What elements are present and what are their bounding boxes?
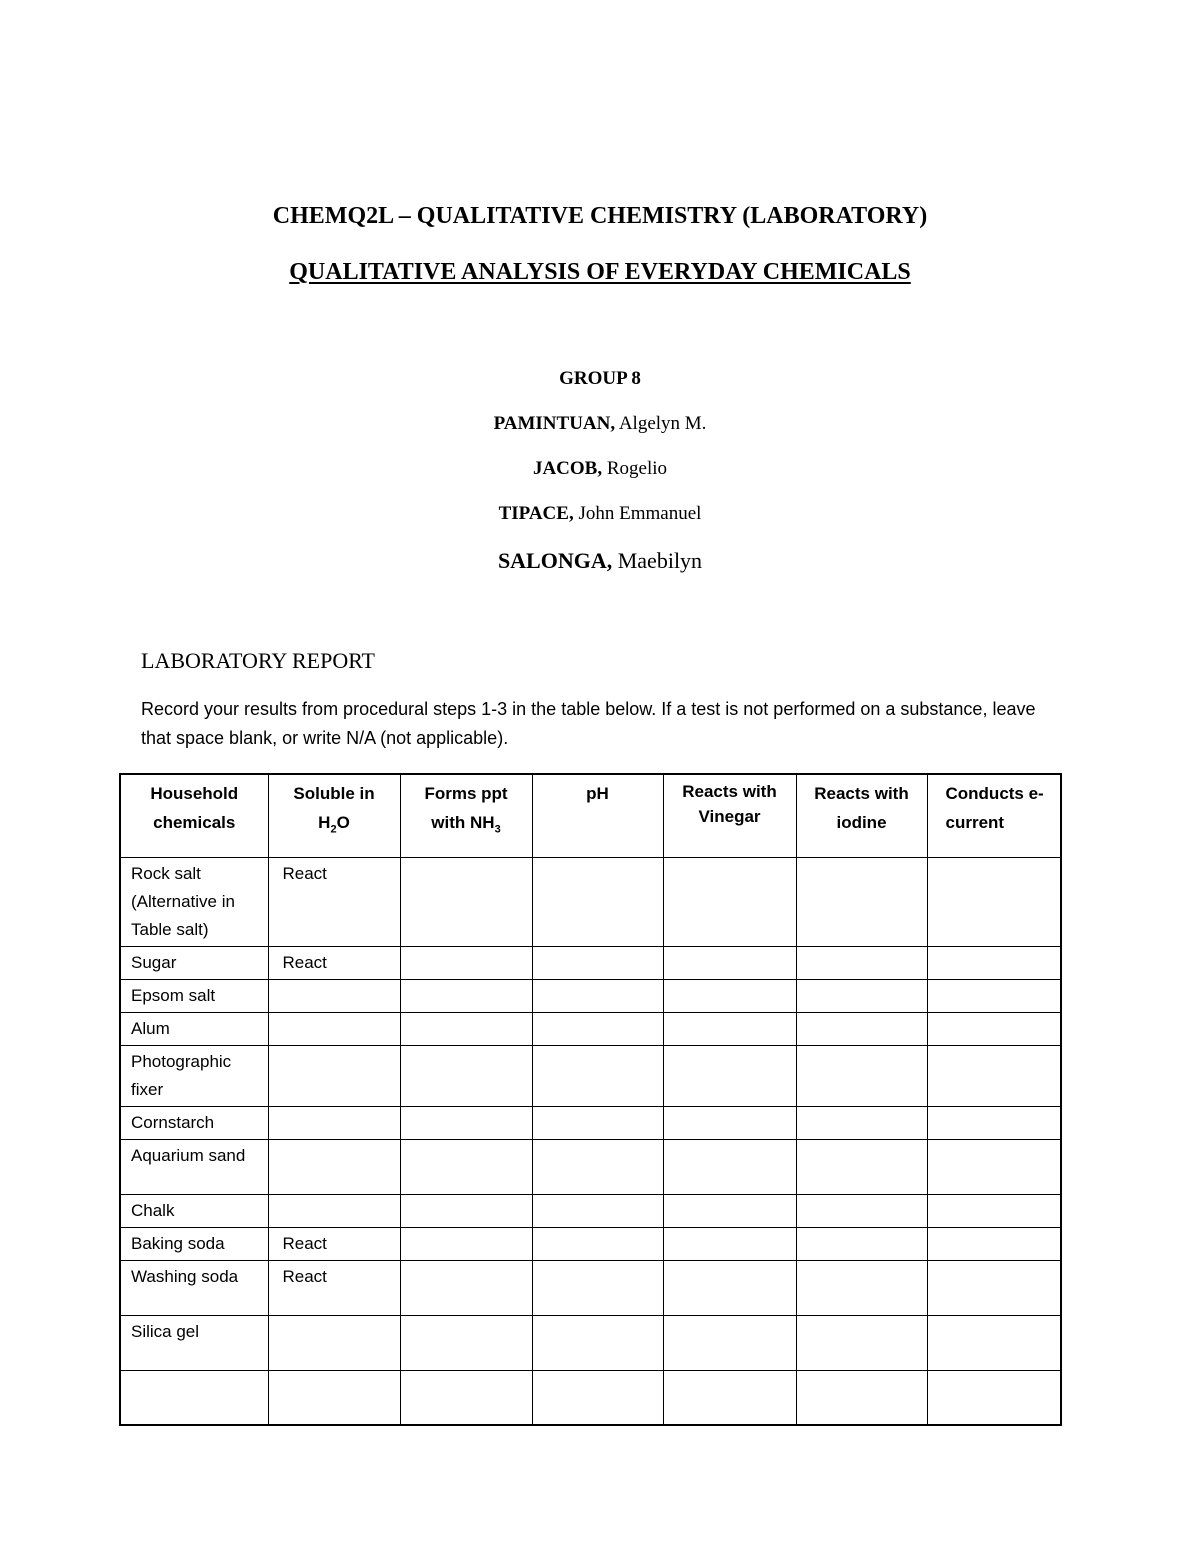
conducts-cell [927,1315,1061,1370]
results-table-body [120,857,1061,1425]
iodine-cell [796,946,927,979]
ph-cell [532,857,663,946]
header-ppt-prefix: Forms ppt with NH [424,784,508,832]
ph-cell [532,1370,663,1425]
chemical-cell: Rock salt (Alternative in Table salt) [120,857,268,946]
iodine-cell [796,857,927,946]
ppt-cell [400,1315,532,1370]
conducts-cell [927,1370,1061,1425]
conducts-cell [927,1012,1061,1045]
soluble-cell [268,1012,400,1045]
header-soluble-o: O [336,813,350,832]
iodine-cell [796,1012,927,1045]
iodine-cell [796,1260,927,1315]
conducts-cell [927,1260,1061,1315]
ppt-cell [400,1194,532,1227]
soluble-cell: React [268,1227,400,1260]
member-given-name: Algelyn M. [615,413,707,434]
ph-cell [532,1260,663,1315]
ph-cell [532,979,663,1012]
table-row [120,946,1061,979]
header-soluble-in-water [268,774,400,857]
header-soluble-prefix: Soluble in [293,784,375,803]
vinegar-cell [663,979,796,1012]
member-1 [0,411,1200,437]
soluble-cell: React [268,857,400,946]
table-header-row [120,774,1061,857]
conducts-cell [927,979,1061,1012]
ppt-cell [400,1139,532,1194]
iodine-cell [796,1106,927,1139]
iodine-cell [796,1194,927,1227]
soluble-cell [268,1370,400,1425]
course-title: CHEMQ2L – QUALITATIVE CHEMISTRY (LABORATORY) [272,203,928,229]
member-given-name: John Emmanuel [573,503,702,524]
conducts-cell [927,1194,1061,1227]
soluble-cell [268,979,400,1012]
vinegar-cell [663,857,796,946]
member-2 [0,456,1200,482]
conducts-cell [927,1045,1061,1106]
ph-cell [532,1106,663,1139]
header-reacts-vinegar: Reacts with Vinegar [663,774,796,857]
member-surname: JACOB, [532,458,603,479]
vinegar-cell [663,1227,796,1260]
ph-cell [532,1045,663,1106]
member-4 [0,546,1200,576]
iodine-cell [796,1139,927,1194]
member-given-name: Rogelio [602,458,668,479]
vinegar-cell [663,1045,796,1106]
group-label: GROUP 8 [559,368,641,389]
header-household-chemicals: Household chemicals [120,774,268,857]
table-row [120,1260,1061,1315]
chemical-cell [120,1370,268,1425]
header-ppt-subscript: 3 [494,823,501,836]
iodine-cell [796,1045,927,1106]
chemical-cell: Aquarium sand [120,1139,268,1194]
chemical-cell: Baking soda [120,1227,268,1260]
chemical-cell: Epsom salt [120,979,268,1012]
conducts-cell [927,1139,1061,1194]
ppt-cell [400,857,532,946]
vinegar-cell [663,1315,796,1370]
ppt-cell [400,1227,532,1260]
header-reacts-iodine: Reacts with iodine [796,774,927,857]
ppt-cell [400,946,532,979]
conducts-cell [927,1227,1061,1260]
vinegar-cell [663,1194,796,1227]
soluble-cell [268,1045,400,1106]
vinegar-cell [663,1139,796,1194]
ppt-cell [400,1012,532,1045]
header-soluble-h: H [318,813,331,832]
table-row [120,1194,1061,1227]
report-title: QUALITATIVE ANALYSIS OF EVERYDAY CHEMICALS [289,259,911,285]
table-row [120,1139,1061,1194]
iodine-cell [796,1315,927,1370]
results-table [119,773,1062,1426]
member-surname: PAMINTUAN, [493,413,616,434]
member-3 [0,501,1200,527]
soluble-cell [268,1315,400,1370]
conducts-cell [927,1106,1061,1139]
chemical-cell: Washing soda [120,1260,268,1315]
header-ph: pH [532,774,663,857]
ph-cell [532,946,663,979]
ph-cell [532,1194,663,1227]
ph-cell [532,1315,663,1370]
vinegar-cell [663,946,796,979]
table-row [120,1106,1061,1139]
ppt-cell [400,1045,532,1106]
member-given-name: Maebilyn [612,548,703,573]
vinegar-cell [663,1260,796,1315]
chemical-cell: Photographic fixer [120,1045,268,1106]
table-row [120,857,1061,946]
header-forms-ppt [400,774,532,857]
chemical-cell: Alum [120,1012,268,1045]
chemical-cell: Chalk [120,1194,268,1227]
soluble-cell [268,1194,400,1227]
ph-cell [532,1227,663,1260]
table-row [120,1012,1061,1045]
member-surname: TIPACE, [498,503,574,524]
ppt-cell [400,979,532,1012]
vinegar-cell [663,1370,796,1425]
ph-cell [532,1012,663,1045]
soluble-cell: React [268,946,400,979]
iodine-cell [796,1227,927,1260]
soluble-cell [268,1106,400,1139]
table-row [120,1370,1061,1425]
section-heading: LABORATORY REPORT [141,648,375,673]
ppt-cell [400,1106,532,1139]
iodine-cell [796,1370,927,1425]
iodine-cell [796,979,927,1012]
chemical-cell: Sugar [120,946,268,979]
chemical-cell: Cornstarch [120,1106,268,1139]
member-surname: SALONGA, [497,548,613,573]
table-row [120,1227,1061,1260]
table-row [120,979,1061,1012]
conducts-cell [927,857,1061,946]
table-row [120,1045,1061,1106]
conducts-cell [927,946,1061,979]
ph-cell [532,1139,663,1194]
chemical-cell: Silica gel [120,1315,268,1370]
soluble-cell: React [268,1260,400,1315]
header-conducts-current: Conducts e-current [927,774,1061,857]
vinegar-cell [663,1012,796,1045]
header-soluble-subscript: 2 [330,823,337,836]
vinegar-cell [663,1106,796,1139]
instructions-text: Record your results from procedural steps 1-3 in the table below. If a test is not performed on a substance, leave that space blank, or write N/A (not applicable). [141,699,1036,748]
soluble-cell [268,1139,400,1194]
table-row [120,1315,1061,1370]
ppt-cell [400,1260,532,1315]
ppt-cell [400,1370,532,1425]
